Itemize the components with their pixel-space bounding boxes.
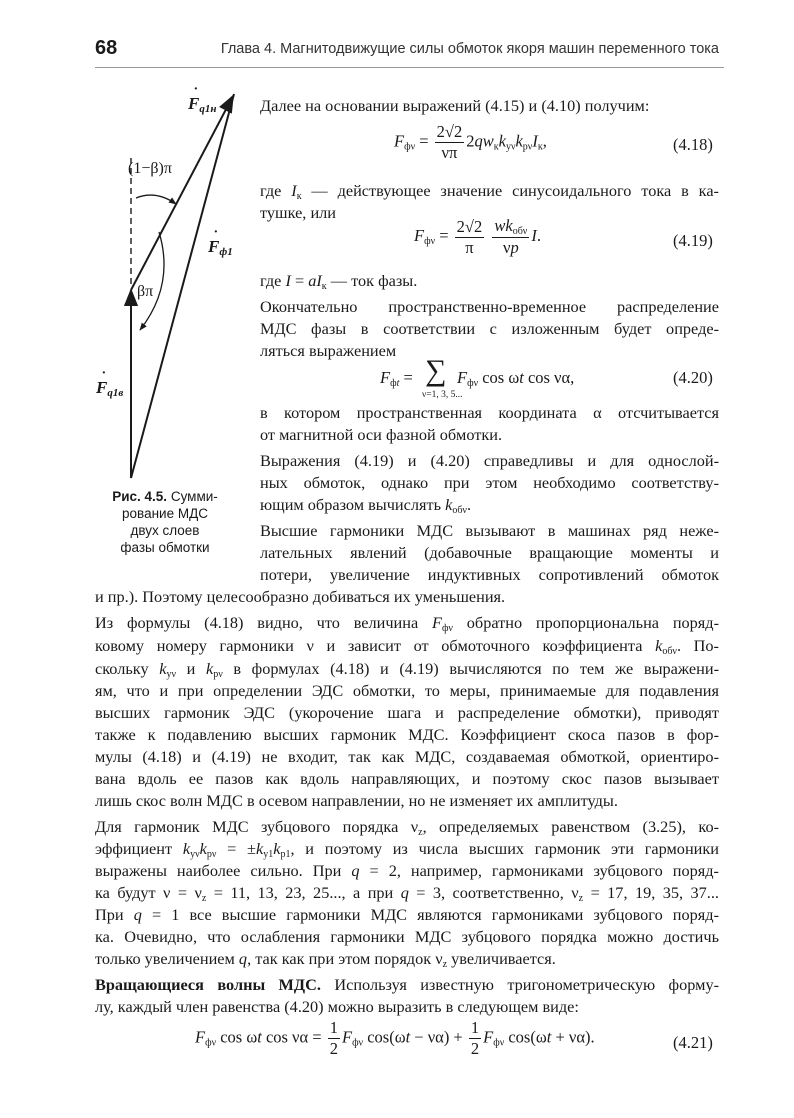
text-line: лу, каждый член равенства (4.20) можно выразить в следующем виде: <box>95 997 579 1016</box>
text-line: Окончательно пространственно-временное распределение <box>260 297 719 316</box>
equation-4-19: $F_{ф\nu}$ = $\frac{2√2}{\pi}$ $\frac{wk_{об\nu}}{\nu p}$ I. <box>414 216 541 257</box>
text-line: При q = 1 все высшие гармоники МДС являются гармониками зубцового поряд- <box>95 905 719 924</box>
header-rule <box>95 67 724 68</box>
text-line: где $I_к$ — действующее значение синусоидального тока в ка- <box>260 181 719 202</box>
text-line: мулы (4.18) и (4.19) не входит, так как МДС, создаваемая обмоткой, ориентиро- <box>95 747 719 766</box>
text-line: ям, что и при определении ЭДС обмотки, то меры, принимаемые для подавления <box>95 681 719 700</box>
text-line: тушке, или <box>260 203 337 222</box>
arc-angle-mid <box>140 232 164 330</box>
equation-4-18: $F_{ф\nu}$ = $\frac{2√2}{\nu\pi}$ $2qw_кk_{y\nu}k_{p\nu}I_к$, <box>394 122 547 162</box>
label-angle-top: (1−β)π <box>128 160 172 177</box>
text-line: Для гармоник МДС зубцового порядка $\nu_z$, определяемых равенством (3.25), ко- <box>95 817 720 838</box>
sum-limits: ν=1, 3, 5... <box>422 390 463 400</box>
text-line: выражены наиболее сильно. При q = 2, например, гармониками зубцового поряд- <box>95 861 719 880</box>
figure-caption: Рис. 4.5. Сумми- рование МДС двух слоев фазы обмотки <box>112 489 218 555</box>
text-line: Из формулы (4.18) видно, что величина $F_{ф\nu}$ обратно пропорциональна поряд- <box>95 613 720 634</box>
section-heading: Вращающиеся волны МДС. <box>95 975 321 994</box>
equation-4-21: $F_{ф\nu}$ cos ωt cos να = $\frac{1}{2}$ $F_{ф\nu}$ cos(ωt − να) + $\frac{1}{2}$ $F_{ф\nu}$ cos(ωt + να). <box>195 1018 595 1058</box>
text-line: МДС фазы в соответствии с изложенным будет опреде- <box>260 319 719 338</box>
text-line: Далее на основании выражений (4.15) и (4.10) получим: <box>260 96 650 115</box>
text-line: Выражения (4.19) и (4.20) справедливы и для однослой- <box>260 451 719 470</box>
text-line: ковому номеру гармоники ν и зависит от обмоточного коэффициента $k_{об\nu}$. По- <box>95 636 719 657</box>
text-line: где $I = aI_к$ — ток фазы. <box>260 271 418 292</box>
text-line: только увеличением q, так как при этом порядок $\nu_z$ увеличивается. <box>95 949 556 970</box>
text-line: потери, увеличение индуктивных сопротивлений обмоток <box>260 565 719 584</box>
equation-4-20: $F_{фt}$ = <box>380 368 413 389</box>
page-number: 68 <box>95 37 118 59</box>
label-fq1n: · $F_{q1н}$ <box>188 82 217 115</box>
eq-number: (4.21) <box>673 1033 713 1052</box>
text-line: в котором пространственная координата α отсчитывается <box>260 403 719 422</box>
text-line: лишь скос волн МДС в осевом направлении, но не изменяет их амплитуды. <box>95 791 618 810</box>
text-line: эффициент $k_{y\nu}k_{p\nu} = \pm k_{y1}k_{p1}$, и поэтому из числа высших гармоник эти гармоники <box>95 839 719 860</box>
text-line: также к подавлению высших гармоник МДС. Коэффициент скоса пазов в фор- <box>95 725 719 744</box>
vector-fq1n <box>131 82 233 290</box>
text-line: ка. Очевидно, что ослабления гармоники МДС зубцового порядка можно достичь <box>95 927 719 946</box>
text-line: Высшие гармоники МДС вызывают в машинах ряд неже- <box>260 521 719 540</box>
arc-angle-top <box>136 195 176 204</box>
mmf-vector-diagram <box>80 80 250 490</box>
equation-4-20-body: $F_{ф\nu}$ cos ωt cos να, <box>457 368 575 389</box>
text-line: скольку $k_{y\nu}$ и $k_{p\nu}$ в формулах (4.18) и (4.19) вычисляются по тем же выражени- <box>95 659 719 680</box>
eq-number: (4.19) <box>673 231 713 250</box>
text-line: вана вдоль ее пазов как вдоль направляющих, и поэтому скос пазов вызывает <box>95 769 719 788</box>
text-line: ных обмоток, однако при этом необходимо соответству- <box>260 473 719 492</box>
text-line: высших гармоник ЭДС (укорочение шага и распределение обмотки), приводят <box>95 703 719 722</box>
label-angle-mid: βπ <box>137 283 154 300</box>
text-line: от магнитной оси фазной обмотки. <box>260 425 503 444</box>
text-line: и пр.). Поэтому целесообразно добиваться их уменьшения. <box>95 587 506 606</box>
label-ff1: · $F_{ф1}$ <box>208 225 233 258</box>
text-line: ющим образом вычислять $k_{об\nu}$. <box>260 495 472 516</box>
eq-number: (4.18) <box>673 135 713 154</box>
text-line: Вращающиеся волны МДС. Используя известную тригонометрическую форму- <box>95 975 720 994</box>
eq-number: (4.20) <box>673 368 713 387</box>
text-line: ка будут $\nu = \nu_z = 11$, 13, 23, 25..., а при q = 3, соответственно, $\nu_z = 17$, 19, 35, 37... <box>95 883 719 904</box>
label-fq1v: · $F_{q1в}$ <box>96 366 124 399</box>
sum-symbol: ∑ <box>425 354 447 387</box>
text-line: лательных явлений (добавочные вращающие моменты и <box>260 543 719 562</box>
running-header: Глава 4. Магнитодвижущие силы обмоток якоря машин переменного тока <box>220 41 719 57</box>
text-line: ляться выражением <box>260 341 397 360</box>
